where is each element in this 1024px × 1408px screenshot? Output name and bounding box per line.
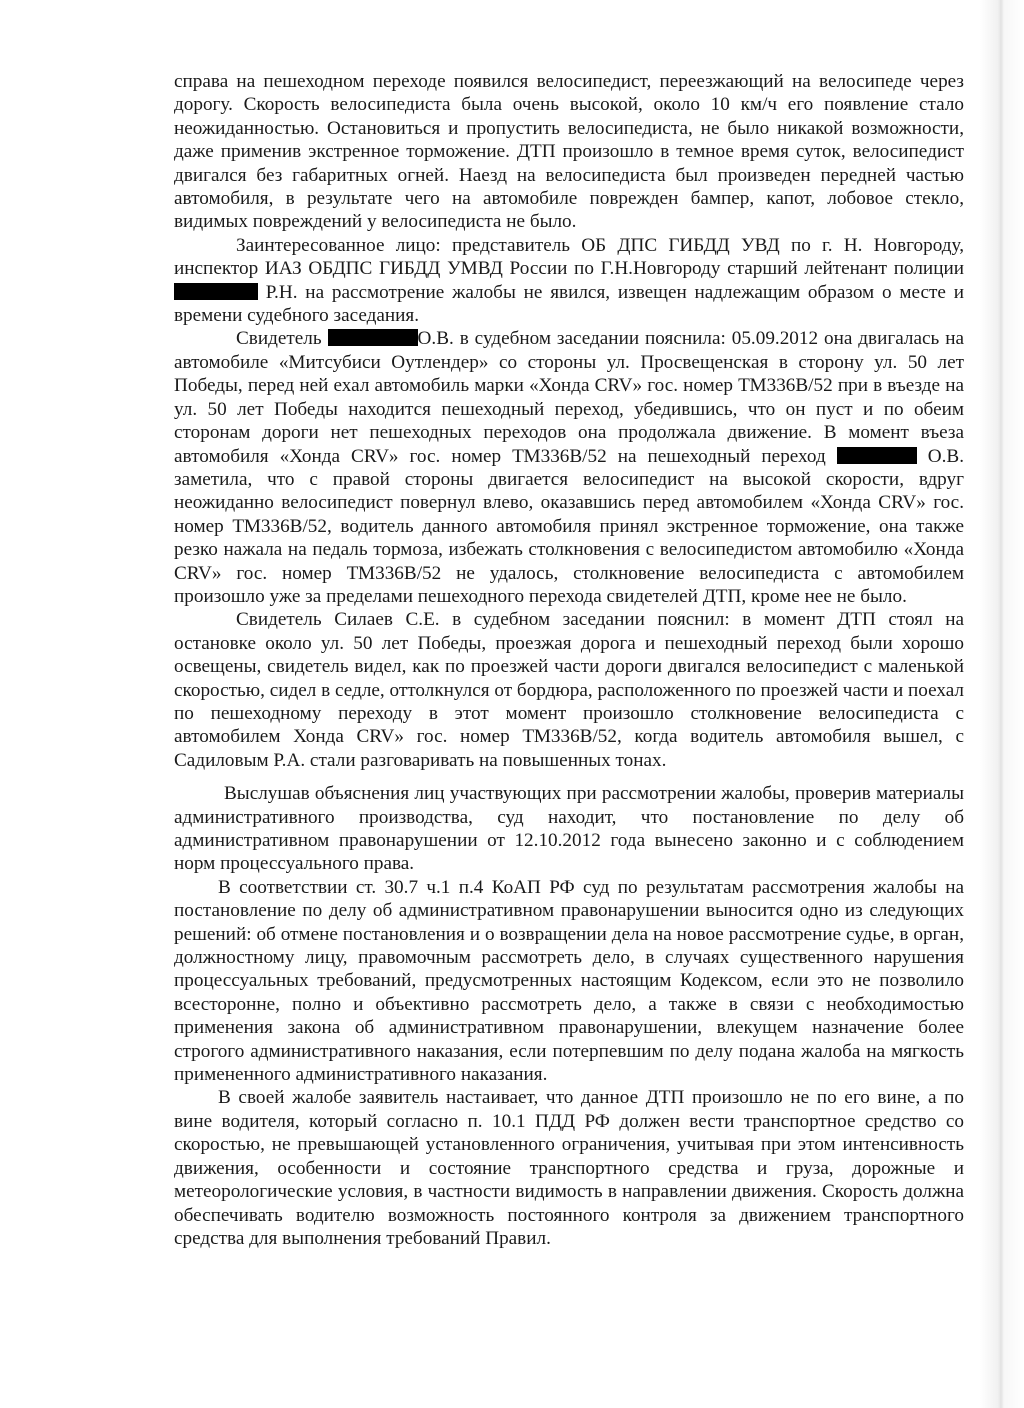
paragraph-article-30-7: В соответствии ст. 30.7 ч.1 п.4 КоАП РФ суд по результатам рассмотрения жалобы на постановление по делу об административном правонарушении выносится одно из следующих решений: об отмене постановления и о возвращении дела на новое рассмотрение судье, в орган, должностному лицу, правомочным рассмотреть дело, в случаях существенного нарушения процессуальных требований, предусмотренных настоящим Кодексом, если это не позволило всесторонне, полно и объективно рассмотреть дело, а также в связи с необходимостью применения закона об административном правонарушении, влекущем назначение более строгого административного наказания, если потерпевшим по делу подана жалоба на мягкость примененного административного наказания. — [174, 876, 964, 1086]
paragraph-interested-party — [174, 234, 964, 328]
paragraph-text: Свидетель — [236, 328, 328, 350]
document-body — [174, 70, 964, 1250]
redaction-bar — [328, 329, 418, 346]
paragraph-text: О.В. в судебном заседании пояснила: 05.09.2012 она двигалась на автомобиле «Митсубиси Оутлендер» со стороны ул. Просвещенская в сторону ул. 50 лет Победы, перед ней ехал автомобиль марки «Хонда CRV» гос. номер ТМ336В/52 при в въезде на ул. 50 лет Победы находится пешеходный переход, убедившись, что он пуст и по обеим сторонам дороги нет пешеходных переходов она продолжала движение. В момент въеза автомобиля «Хонда CRV» гос. номер ТМ336В/52 на пешеходный переход — [174, 328, 964, 467]
paragraph-witness-1 — [174, 327, 964, 608]
paragraph-witness-2: Свидетель Силаев С.Е. в судебном заседании пояснил: в момент ДТП стоял на остановке около ул. 50 лет Победы, проезжая дорога и пешеходный переход были хорошо освещены, свидетель видел, как по проезжей части дороги двигался велосипедист с маленькой скоростью, сидел в седле, оттолкнулся от бордюра, расположенного по проезжей части и поехал по пешеходному переходу в этот момент произошло столкновение велосипедиста с автомобилем Хонда CRV» гос. номер ТМ336В/52, когда водитель автомобиля вышел, с Садиловым Р.А. стали разговаривать на повышенных тонах. — [174, 609, 964, 771]
redaction-bar — [837, 447, 917, 464]
page-edge-shadow — [980, 0, 1024, 1408]
redaction-bar — [174, 283, 258, 300]
paragraph-court-findings: Выслушав объяснения лиц участвующих при рассмотрении жалобы, проверив материалы административного производства, суд находит, что постановление по делу об административном правонарушении от 12.10.2012 года вынесено законно и с соблюдением норм процессуального права. — [174, 783, 964, 875]
paragraph-complaint: В своей жалобе заявитель настаивает, что данное ДТП произошло не по его вине, а по вине водителя, который согласно п. 10.1 ПДД РФ должен вести транспортное средство со скоростью, не превышающей установленного ограничения, учитывая при этом интенсивность движения, особенности и состояние транспортного средства и груза, дорожные и метеорологические условия, в частности видимость в направлении движения. Скорость должна обеспечивать водителю возможность постоянного контроля за движением транспортного средства для выполнения требований Правил. — [174, 1087, 964, 1249]
paragraph-text: О.В. заметила, что с правой стороны двигается велосипедист на высокой скорости, вдруг неожиданно велосипедист повернул влево, оказавшись перед автомобилем «Хонда CRV» гос. номер ТМ336В/52, водитель данного автомобиля принял экстренное торможение, она также резко нажала на педаль тормоза, избежать столкновения с велосипедистом автомобилю «Хонда CRV» гос. номер ТМ336В/52 не удалось, столкновение велосипедиста с автомобилем произошло уже за пределами пешеходного перехода свидетелей ДТП, кроме нее не было. — [174, 445, 964, 607]
paragraph-text: Заинтересованное лицо: представитель ОБ ДПС ГИБДД УВД по г. Н. Новгороду, инспектор ИАЗ ОБДПС ГИБДД УМВД России по Г.Н.Новгороду старший лейтенант полиции — [174, 234, 964, 280]
paragraph-text: Р.Н. на рассмотрение жалобы не явился, извещен надлежащим образом о месте и времени судебного заседания. — [174, 281, 964, 327]
paragraph-cyclist-description: справа на пешеходном переходе появился велосипедист, переезжающий на велосипеде через дорогу. Скорость велосипедиста была очень высокой, около 10 км/ч его появление стало неожиданностью. Остановиться и пропустить велосипедиста, не было никакой возможности, даже применив экстренное торможение. ДТП произошло в темное время суток, велосипедист двигался без габаритных огней. Наезд на велосипедиста был произведен передней частью автомобиля, в результате чего на автомобиле поврежден бампер, капот, лобовое стекло, видимых повреждений у велосипедиста не было. — [174, 71, 964, 233]
